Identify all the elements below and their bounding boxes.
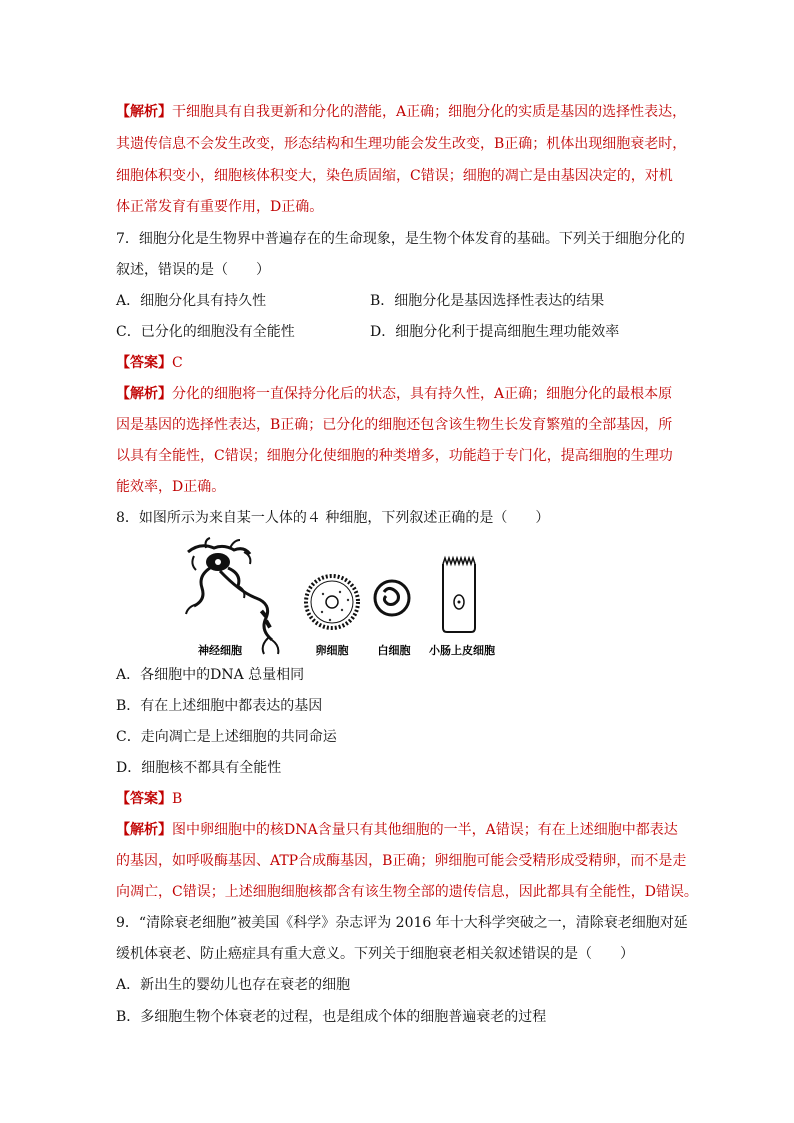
analysis-line xyxy=(116,102,686,122)
nerve-cell-drawing xyxy=(186,538,278,654)
question-7-analysis-line xyxy=(116,384,672,404)
question-9-option-a: A．新出生的婴幼儿也存在衰老的细胞 xyxy=(116,977,351,993)
analysis-text: 分化的细胞将一直保持分化后的状态，具有持久性，A正确；细胞分化的最根本原 xyxy=(172,386,673,402)
answer-value: B xyxy=(172,791,183,807)
figure-label-egg-cell: 卵细胞 xyxy=(315,644,349,657)
question-8-stem: 8．如图所示为来自某一人体的４ 种细胞，下列叙述正确的是（ ） xyxy=(116,510,550,526)
question-8-option-a: A．各细胞中的DNA 总量相同 xyxy=(116,667,305,683)
question-7-stem-line: 7．细胞分化是生物界中普遍存在的生命现象，是生物个体发育的基础。下列关于细胞分化的 xyxy=(116,231,685,247)
question-8-analysis-line: 向凋亡，C错误；上述细胞细胞核都含有该生物全部的遗传信息，因此都具有全能性，D错误。 xyxy=(116,884,698,900)
question-7-stem-line: 叙述，错误的是（ ） xyxy=(116,262,270,278)
question-9-option-b: B．多细胞生物个体衰老的过程，也是组成个体的细胞普遍衰老的过程 xyxy=(116,1009,547,1025)
question-8-answer xyxy=(116,789,182,809)
analysis-line: 体正常发育有重要作用，D正确。 xyxy=(116,199,324,215)
question-9-stem-line: 9．“清除衰老细胞”被美国《科学》杂志评为 2016 年十大科学突破之一，清除衰老细胞对延 xyxy=(116,915,688,931)
analysis-text: 干细胞具有自我更新和分化的潜能，A正确；细胞分化的实质是基因的选择性表达， xyxy=(172,104,687,120)
answer-value: C xyxy=(172,355,183,371)
white-blood-cell-drawing xyxy=(375,581,409,615)
question-8-analysis-line xyxy=(116,820,678,840)
question-7-option-b: B．细胞分化是基因选择性表达的结果 xyxy=(370,293,605,309)
question-7-analysis-line: 以具有全能性，C错误；细胞分化使细胞的种类增多，功能趋于专门化，提高细胞的生理功 xyxy=(116,448,673,464)
question-9-stem-line: 缓机体衰老、防止癌症具有重大意义。下列关于细胞衰老相关叙述错误的是（ ） xyxy=(116,946,634,962)
intestinal-epithelial-cell-drawing xyxy=(443,558,475,632)
question-8-option-b: B．有在上述细胞中都表达的基因 xyxy=(116,698,323,714)
analysis-text: 图中卵细胞中的核DNA含量只有其他细胞的一半，A错误；有在上述细胞中都表达 xyxy=(172,822,678,838)
question-8-option-d: D．细胞核不都具有全能性 xyxy=(116,760,282,776)
figure-label-intestinal-cell: 小肠上皮细胞 xyxy=(429,644,495,657)
question-7-option-d: D．细胞分化利于提高细胞生理功能效率 xyxy=(370,324,620,340)
analysis-tag: 【解析】 xyxy=(116,822,172,838)
question-8-option-c: C．走向凋亡是上述细胞的共同命运 xyxy=(116,729,337,745)
analysis-tag: 【解析】 xyxy=(116,104,172,120)
question-7-analysis-line: 因是基因的选择性表达，B正确；已分化的细胞还包含该生物生长发育繁殖的全部基因，所 xyxy=(116,417,673,433)
answer-tag: 【答案】 xyxy=(116,355,172,371)
question-8-analysis-line: 的基因，如呼吸酶基因、ATP合成酶基因，B正确；卵细胞可能会受精形成受精卵，而不是走 xyxy=(116,853,687,869)
question-7-answer xyxy=(116,353,183,373)
question-7-option-c: C．已分化的细胞没有全能性 xyxy=(116,324,295,340)
figure-label-nerve-cell: 神经细胞 xyxy=(198,644,242,657)
analysis-line: 其遗传信息不会发生改变，形态结构和生理功能会发生改变，B正确；机体出现细胞衰老时， xyxy=(116,136,687,152)
figure-label-white-blood-cell: 白细胞 xyxy=(377,644,411,657)
analysis-line: 细胞体积变小，细胞核体积变大，染色质固缩，C错误；细胞的凋亡是由基因决定的，对机 xyxy=(116,168,673,184)
question-7-option-a: A．细胞分化具有持久性 xyxy=(116,293,267,309)
analysis-tag: 【解析】 xyxy=(116,386,172,402)
egg-cell-drawing xyxy=(306,576,358,628)
question-7-analysis-line: 能效率，D正确。 xyxy=(116,479,226,495)
answer-tag: 【答案】 xyxy=(116,791,172,807)
cell-figure xyxy=(180,534,500,658)
